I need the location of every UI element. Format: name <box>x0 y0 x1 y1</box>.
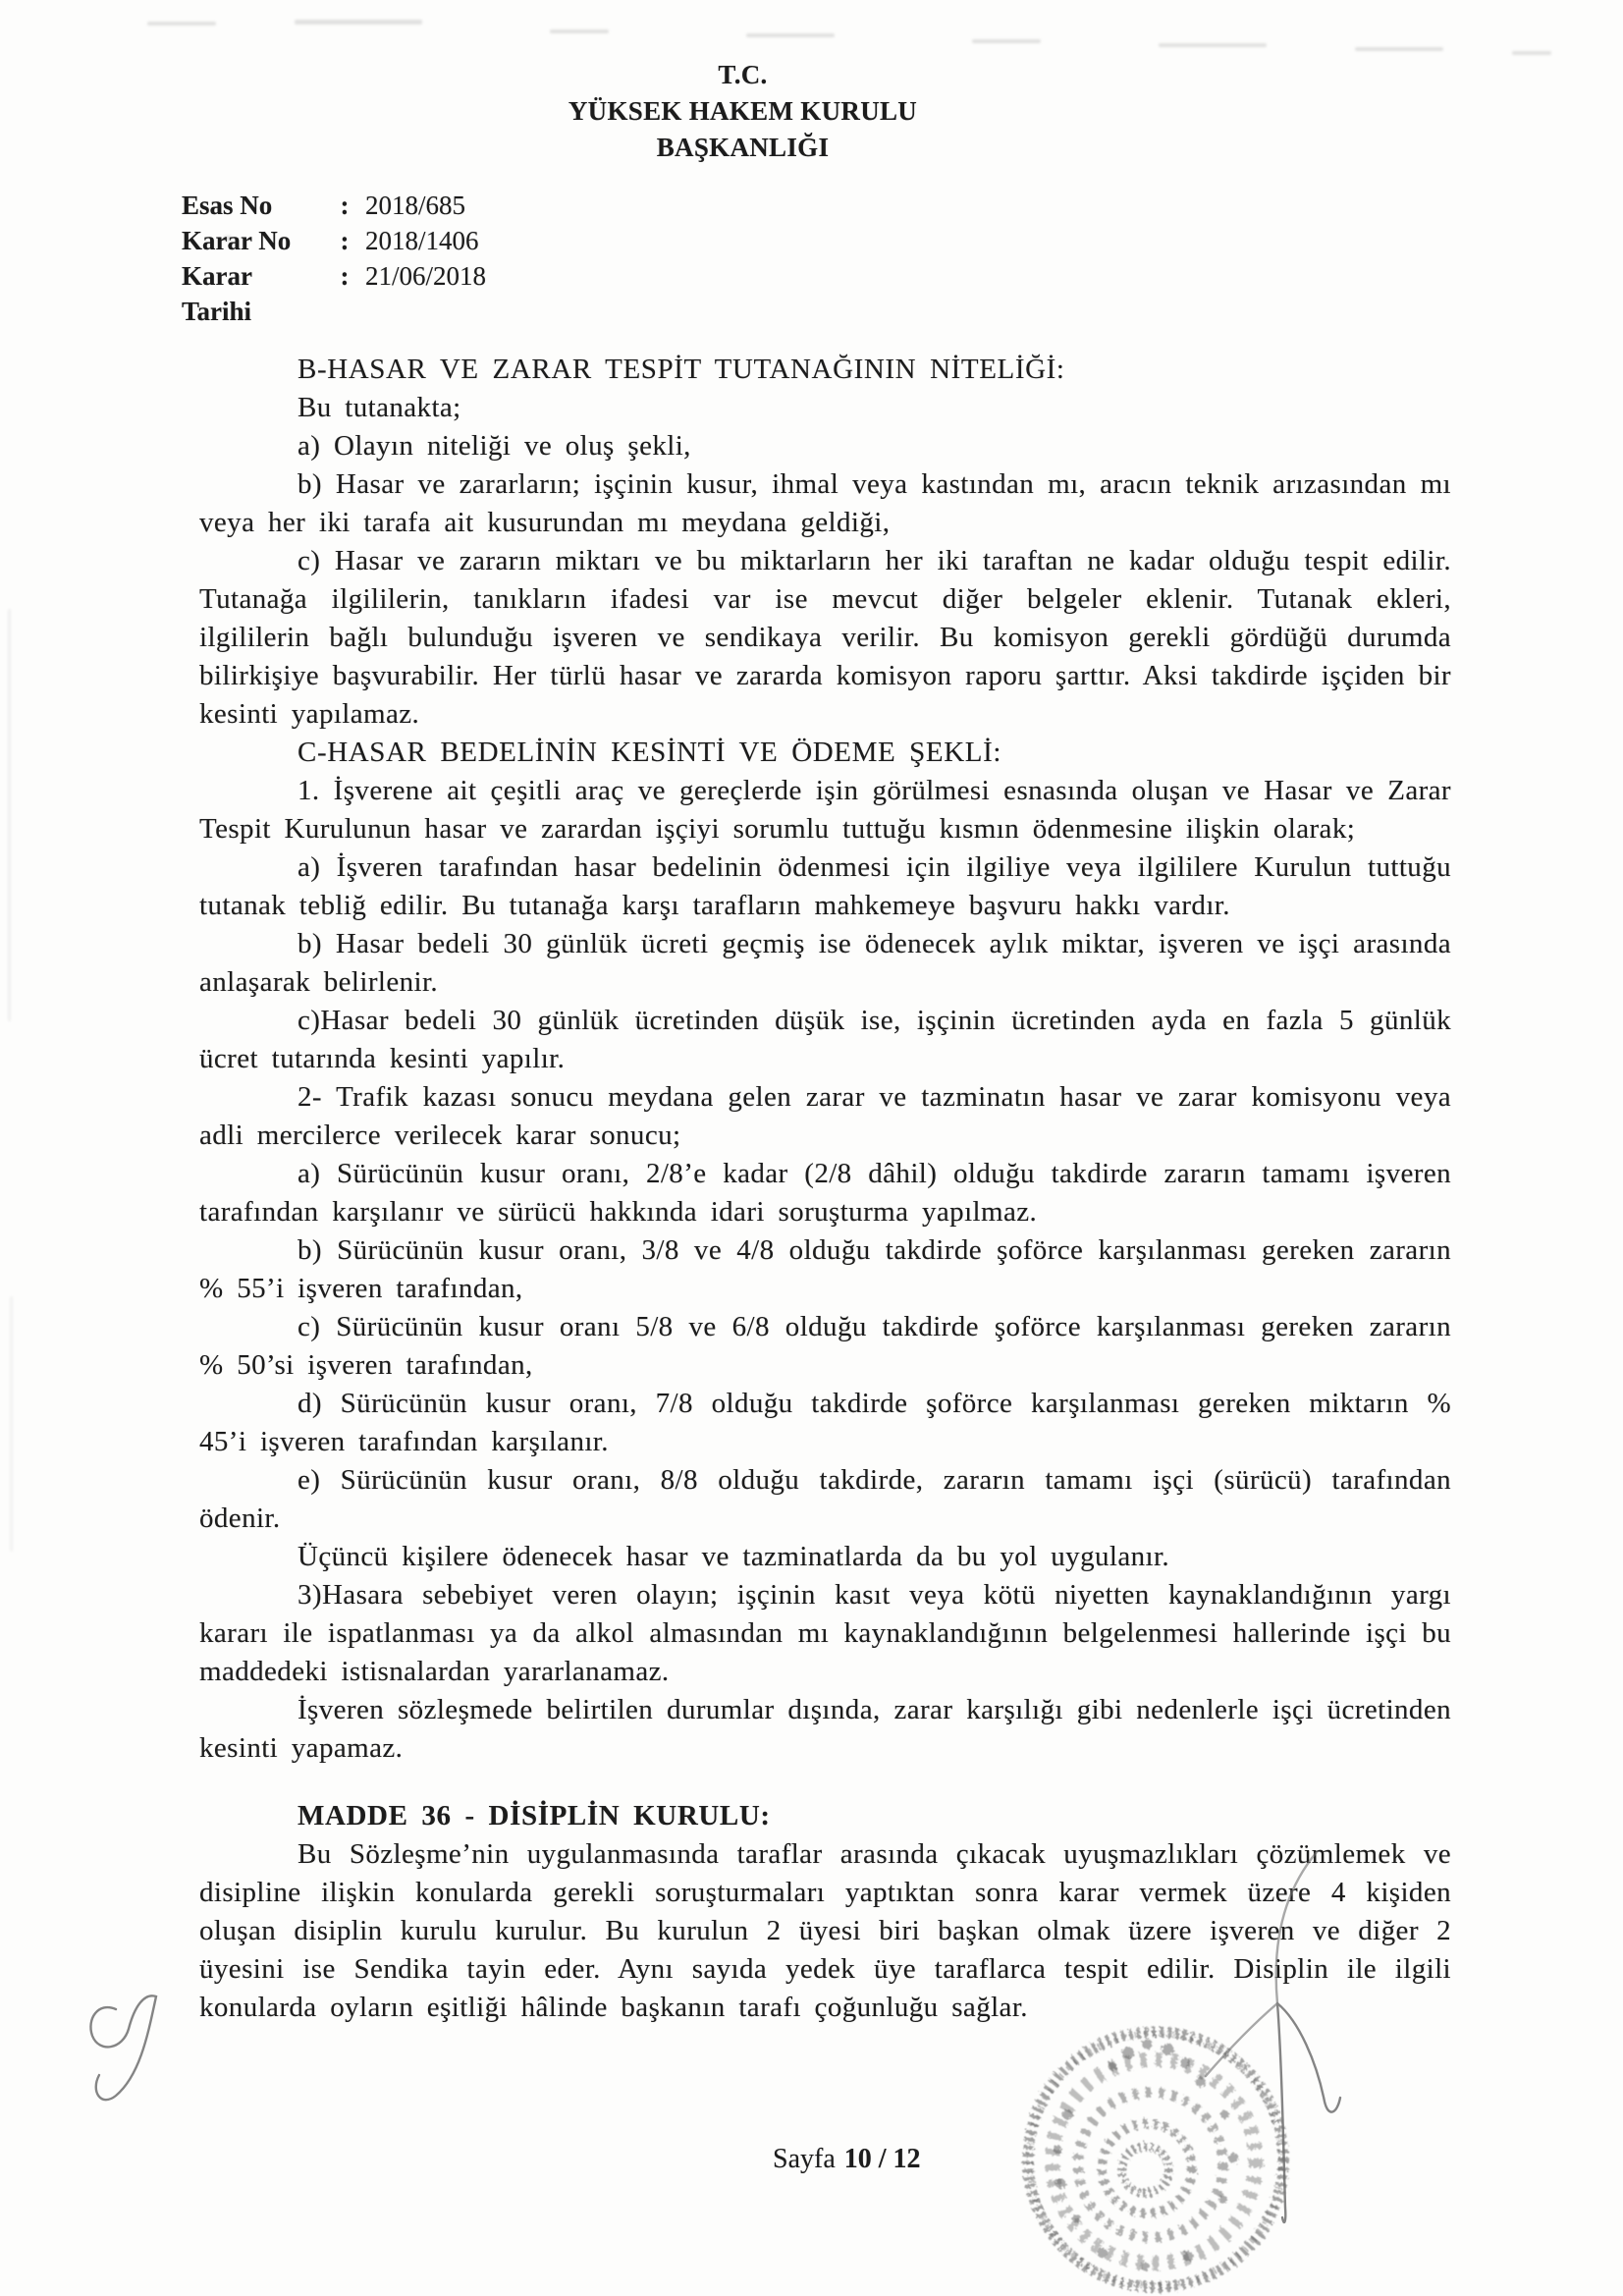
page-number-value: 10 / 12 <box>843 2144 921 2174</box>
letterhead <box>0 0 1554 166</box>
paragraph: a) İşveren tarafından hasar bedelinin ödenmesi için ilgiliye veya ilgililere Kurulun tuttuğu tutanak tebliğ edilir. Bu tutanağa karşı tarafların mahkemeye başvuru hakkı vardır. <box>199 851 1451 921</box>
letterhead-line: YÜKSEK HAKEM KURULU <box>568 96 918 126</box>
meta-label: Esas No <box>182 191 273 220</box>
document-body <box>199 351 1451 2027</box>
case-meta-row <box>182 223 1623 258</box>
scan-artifact <box>224 236 232 242</box>
case-meta-row <box>182 188 1623 223</box>
paragraph: 1. İşverene ait çeşitli araç ve gereçlerde işin görülmesi esnasında oluşan ve Hasar ve Zarar Tespit Kurulunun hasar ve zarardan işçiyi sorumlu tuttuğu kısmın ödenmesine ilişkin olarak; <box>199 775 1451 845</box>
paragraph: c)Hasar bedeli 30 günlük ücretinden düşük ise, işçinin ücretinden ayda en fazla 5 günlük ücret tutarında kesinti yapılır. <box>199 1005 1451 1074</box>
paragraph: a) Olayın niteliği ve oluş şekli, <box>298 430 691 462</box>
paragraph: 3)Hasara sebebiyet veren olayın; işçinin kasıt veya kötü niyetten kaynaklandığının yargı kararı ile ispatlanması ya da alkol almasından mı kaynaklandığının belgelenmesi hallerinde işçi bu maddedeki istisnalardan yararlanamaz. <box>199 1579 1451 1687</box>
meta-separator: : <box>340 261 350 291</box>
meta-separator: : <box>340 191 350 220</box>
paragraph: d) Sürücünün kusur oranı, 7/8 olduğu takdirde şoförce karşılanması gereken miktarın % 45’i işveren tarafından karşılanır. <box>199 1388 1451 1457</box>
page-footer <box>773 2144 921 2175</box>
article-heading: MADDE 36 - DİSİPLİN KURULU: <box>298 1800 771 1831</box>
paragraph: 2- Trafik kazası sonucu meydana gelen zarar ve tazminatın hasar ve zarar komisyonu veya adli mercilerce verilecek karar sonucu; <box>199 1081 1451 1151</box>
paragraph: Üçüncü kişilere ödenecek hasar ve tazminatlarda da bu yol uygulanır. <box>298 1541 1170 1572</box>
section-heading: C-HASAR BEDELİNİN KESİNTİ VE ÖDEME ŞEKLİ: <box>298 737 1001 768</box>
case-meta <box>182 188 1623 329</box>
paragraph: b) Hasar bedeli 30 günlük ücreti geçmiş ise ödenecek aylık miktar, işveren ve işçi arasında anlaşarak belirlenir. <box>199 928 1451 998</box>
meta-value: 21/06/2018 <box>365 261 487 291</box>
paragraph: Bu Sözleşme’nin uygulanmasında taraflar arasında çıkacak uyuşmazlıkları çözümlemek ve disipline ilişkin konularda gerekli soruşturmaları yaptıktan sonra karar vermek üzere 4 kişiden oluşan disiplin kurulu kurulur. Bu kurulun 2 üyesi biri başkan olmak üzere işveren ve diğer 2 üyesini ise Sendika tayin eder. Aynı sayıda yedek üye taraflarca tespit edilir. Disiplin ile ilgili konularda oyların eşitliği hâlinde başkanın tarafı çoğunluğu sağlar. <box>199 1838 1451 2023</box>
paragraph: İşveren sözleşmede belirtilen durumlar dışında, zarar karşılığı gibi nedenlerle işçi ücretinden kesinti yapamaz. <box>199 1694 1451 1764</box>
page-number-label: Sayfa <box>773 2144 836 2174</box>
paragraph: b) Hasar ve zararların; işçinin kusur, ihmal veya kastından mı, aracın teknik arızasından mı veya her iki tarafa ait kusurundan mı meydana geldiği, <box>199 468 1451 538</box>
meta-separator: : <box>340 226 350 255</box>
meta-value: 2018/1406 <box>365 226 479 255</box>
signature-stroke-icon <box>1277 2003 1285 2222</box>
paragraph: b) Sürücünün kusur oranı, 3/8 ve 4/8 olduğu takdirde şoförce karşılanması gereken zararın % 55’i işveren tarafından, <box>199 1234 1451 1304</box>
paragraph: e) Sürücünün kusur oranı, 8/8 olduğu takdirde, zararın tamamı işçi (sürücü) tarafından ödenir. <box>199 1464 1451 1534</box>
meta-label: Karar Tarihi <box>182 261 252 326</box>
case-meta-row <box>182 258 1623 329</box>
scan-artifact <box>10 1296 13 1552</box>
handwritten-initial-paraph-icon <box>90 1995 156 2100</box>
letterhead-line: T.C. <box>718 60 768 89</box>
paragraph: c) Sürücünün kusur oranı 5/8 ve 6/8 olduğu takdirde şoförce karşılanması gereken zararın % 50’si işveren tarafından, <box>199 1311 1451 1381</box>
section-heading: B-HASAR VE ZARAR TESPİT TUTANAĞININ NİTELİĞİ: <box>298 354 1065 385</box>
scan-artifact <box>8 609 11 1021</box>
paragraph: a) Sürücünün kusur oranı, 2/8’e kadar (2/8 dâhil) olduğu takdirde zararın tamamı işveren tarafından karşılanır ve sürücü hakkında idari soruşturma yapılmaz. <box>199 1158 1451 1228</box>
meta-value: 2018/685 <box>365 191 466 220</box>
official-round-stamp-icon <box>987 2011 1325 2296</box>
paragraph: c) Hasar ve zararın miktarı ve bu miktarların her iki taraftan ne kadar olduğu tespit edilir. Tutanağa ilgililerin, tanıkların ifadesi var ise mevcut diğer belgeler eklenir. Tutanak ekleri, ilgililerin bağlı bulunduğu işveren ve sendikaya verilir. Bu komisyon gerekli gördüğü durumda bilirkişiye başvurabilir. Her türlü hasar ve zararda komisyon raporu şarttır. Aksi takdirde işçiden bir kesinti yapılamaz. <box>199 545 1451 730</box>
letterhead-line: BAŞKANLIĞI <box>656 133 830 162</box>
meta-label: Karar No <box>182 226 292 255</box>
paragraph: Bu tutanakta; <box>298 392 461 423</box>
